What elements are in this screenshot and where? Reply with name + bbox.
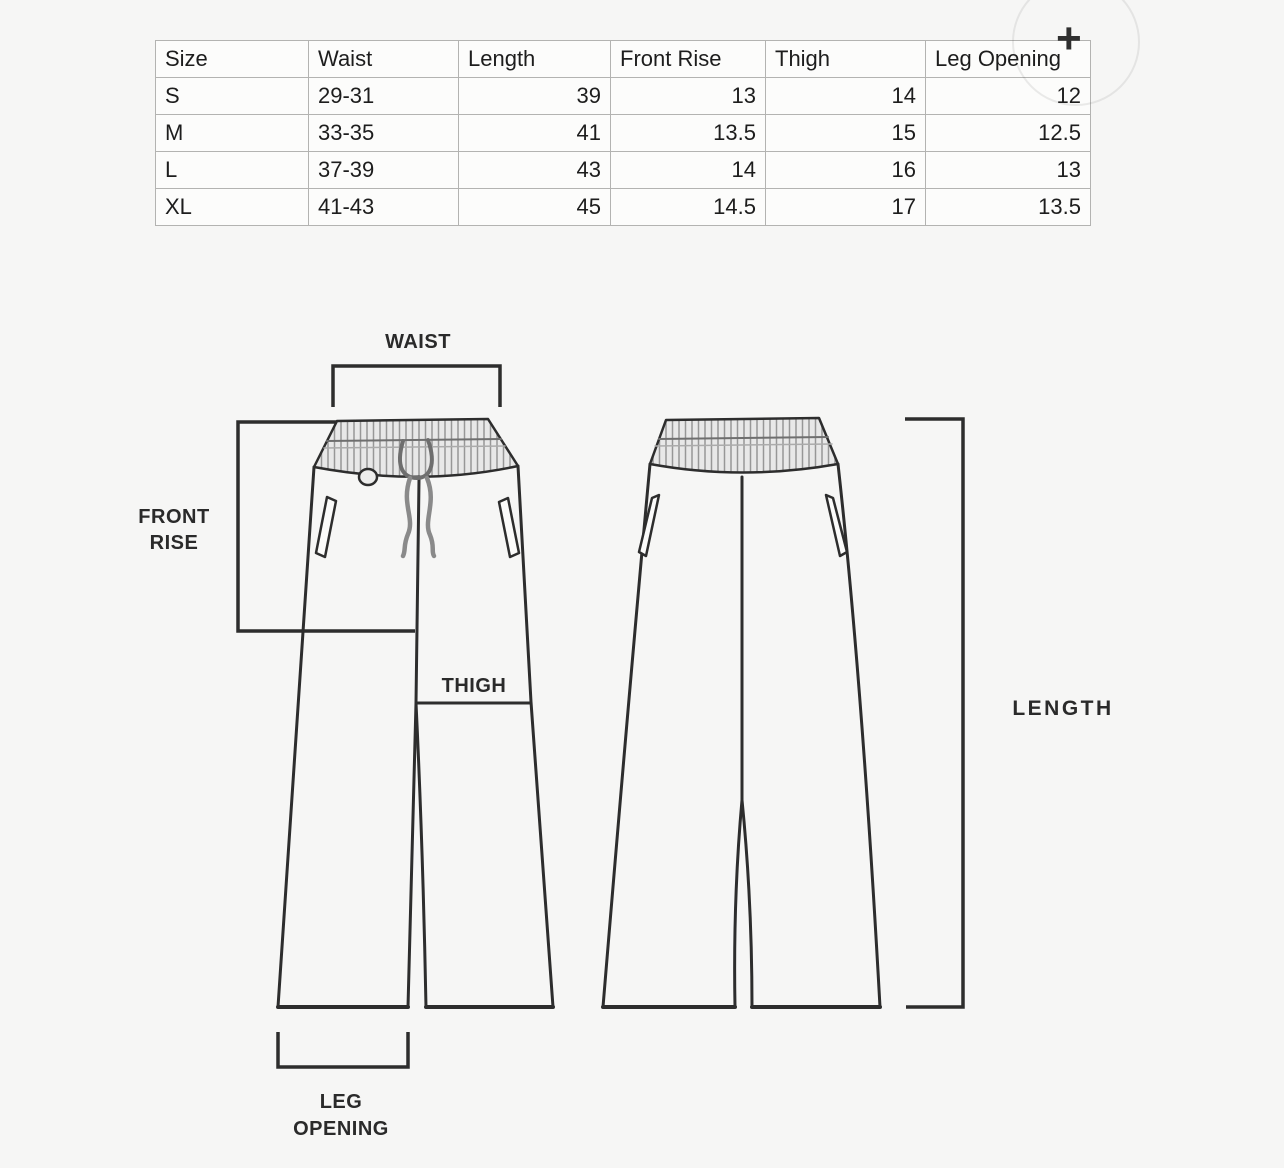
cell-size: L xyxy=(156,152,309,189)
pants-back-view xyxy=(603,418,880,1007)
length-bracket xyxy=(905,419,963,1007)
header-cell-length: Length xyxy=(459,41,611,78)
header-cell-front-rise: Front Rise xyxy=(611,41,766,78)
leg-opening-label-line1: LEG xyxy=(319,1091,363,1113)
cell-size: XL xyxy=(156,189,309,226)
cell-size: S xyxy=(156,78,309,115)
cell-length: 43 xyxy=(459,152,611,189)
back-left-pocket xyxy=(639,495,659,556)
front-right-pocket xyxy=(499,498,519,557)
cell-thigh: 16 xyxy=(766,152,926,189)
zoom-plus-icon[interactable]: + xyxy=(1056,14,1082,63)
front-left-pocket xyxy=(316,497,336,557)
cell-length: 45 xyxy=(459,189,611,226)
length-label: LENGTH xyxy=(1012,697,1114,720)
leg-opening-label xyxy=(261,1089,421,1143)
cell-front-rise: 14.5 xyxy=(611,189,766,226)
header-cell-leg-opening: Leg Opening xyxy=(926,41,1091,78)
cell-thigh: 17 xyxy=(766,189,926,226)
cell-waist: 29-31 xyxy=(309,78,459,115)
waist-bracket xyxy=(333,366,500,407)
header-cell-thigh: Thigh xyxy=(766,41,926,78)
header-cell-waist: Waist xyxy=(309,41,459,78)
cell-size: M xyxy=(156,115,309,152)
leg-opening-bracket xyxy=(278,1032,408,1067)
cell-leg-opening: 13.5 xyxy=(926,189,1091,226)
front-rise-label-line1: FRONT xyxy=(138,506,210,528)
cell-thigh: 14 xyxy=(766,78,926,115)
cell-waist: 41-43 xyxy=(309,189,459,226)
cell-leg-opening: 12.5 xyxy=(926,115,1091,152)
front-rise-label xyxy=(104,504,244,556)
cell-leg-opening: 12 xyxy=(926,78,1091,115)
cell-length: 41 xyxy=(459,115,611,152)
pants-front-view xyxy=(278,419,553,1007)
cell-length: 39 xyxy=(459,78,611,115)
cell-waist: 37-39 xyxy=(309,152,459,189)
leg-opening-label-line2: OPENING xyxy=(293,1118,389,1140)
front-rise-label-line2: RISE xyxy=(149,532,199,554)
cell-leg-opening: 13 xyxy=(926,152,1091,189)
header-cell-size: Size xyxy=(156,41,309,78)
thigh-label: THIGH xyxy=(441,675,507,697)
cell-front-rise: 14 xyxy=(611,152,766,189)
drawstring-grommet xyxy=(359,469,377,485)
cell-thigh: 15 xyxy=(766,115,926,152)
cell-waist: 33-35 xyxy=(309,115,459,152)
cell-front-rise: 13.5 xyxy=(611,115,766,152)
waist-label: WAIST xyxy=(385,331,451,353)
cell-front-rise: 13 xyxy=(611,78,766,115)
